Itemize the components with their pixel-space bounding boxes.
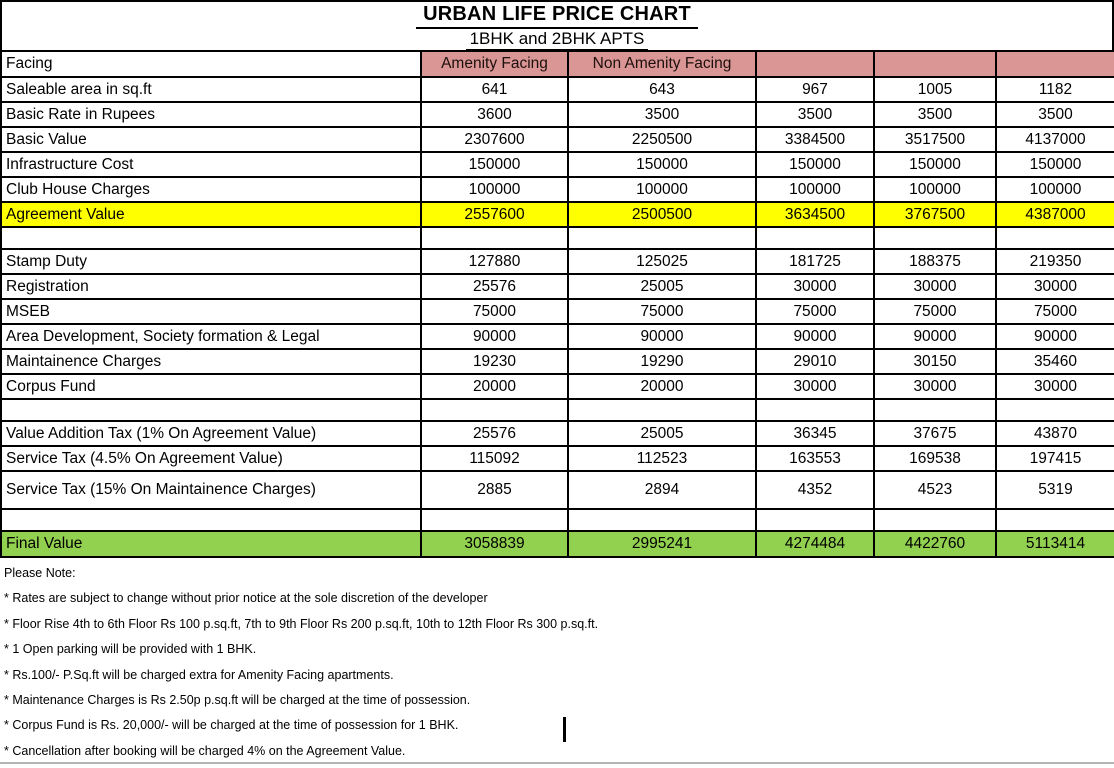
price-table <box>0 50 1114 558</box>
value-cell[interactable]: 75000 <box>756 299 874 324</box>
table-row <box>1 471 1114 509</box>
value-cell[interactable]: 112523 <box>568 446 756 471</box>
value-cell[interactable]: 641 <box>421 77 568 102</box>
value-cell[interactable]: 30000 <box>756 374 874 399</box>
table-row <box>1 421 1114 446</box>
value-cell[interactable]: 150000 <box>421 152 568 177</box>
value-cell[interactable]: 25576 <box>421 421 568 446</box>
row-label-cell[interactable] <box>1 227 421 249</box>
table-row <box>1 227 1114 249</box>
col-header-cell[interactable]: Amenity Facing <box>421 51 568 77</box>
value-cell[interactable]: 90000 <box>996 324 1114 349</box>
row-label-cell[interactable]: Basic Value <box>1 127 421 152</box>
value-cell[interactable]: 100000 <box>874 177 996 202</box>
row-label-cell[interactable]: Saleable area in sq.ft <box>1 77 421 102</box>
value-cell[interactable]: 75000 <box>996 299 1114 324</box>
table-row <box>1 177 1114 202</box>
value-cell[interactable] <box>874 227 996 249</box>
value-cell[interactable] <box>996 399 1114 421</box>
value-cell[interactable]: 90000 <box>874 324 996 349</box>
subtitle-line <box>2 29 1112 51</box>
value-cell[interactable]: 643 <box>568 77 756 102</box>
value-cell[interactable]: 30000 <box>996 274 1114 299</box>
col-header-cell[interactable] <box>874 51 996 77</box>
value-cell[interactable]: 20000 <box>568 374 756 399</box>
value-cell[interactable]: 2557600 <box>421 202 568 227</box>
value-cell[interactable] <box>568 509 756 531</box>
row-label-cell[interactable]: Agreement Value <box>1 202 421 227</box>
value-cell[interactable] <box>421 509 568 531</box>
value-cell[interactable] <box>756 399 874 421</box>
value-cell[interactable]: 1005 <box>874 77 996 102</box>
table-row <box>1 374 1114 399</box>
value-cell[interactable]: 150000 <box>996 152 1114 177</box>
table-row <box>1 274 1114 299</box>
value-cell[interactable]: 219350 <box>996 249 1114 274</box>
value-cell[interactable]: 25576 <box>421 274 568 299</box>
value-cell[interactable] <box>756 227 874 249</box>
row-label-cell[interactable]: Corpus Fund <box>1 374 421 399</box>
table-header-row <box>1 51 1114 77</box>
value-cell[interactable]: 3500 <box>756 102 874 127</box>
value-cell[interactable] <box>874 399 996 421</box>
value-cell[interactable]: 4352 <box>756 471 874 509</box>
row-label-cell[interactable]: Area Development, Society formation & Legal <box>1 324 421 349</box>
notes-section <box>0 558 1114 764</box>
value-cell[interactable]: 4137000 <box>996 127 1114 152</box>
value-cell[interactable] <box>756 509 874 531</box>
value-cell[interactable]: 3500 <box>568 102 756 127</box>
col-header-cell[interactable] <box>996 51 1114 77</box>
row-label-cell[interactable]: Value Addition Tax (1% On Agreement Value) <box>1 421 421 446</box>
note-line[interactable]: * Rs.100/- P.Sq.ft will be charged extra for Amenity Facing apartments. <box>4 667 394 682</box>
table-row <box>1 299 1114 324</box>
value-cell[interactable]: 19230 <box>421 349 568 374</box>
value-cell[interactable]: 29010 <box>756 349 874 374</box>
value-cell[interactable]: 125025 <box>568 249 756 274</box>
bottom-gridline <box>0 762 1114 764</box>
page-subtitle: 1BHK and 2BHK APTS <box>466 29 649 51</box>
note-line[interactable]: * Rates are subject to change without prior notice at the sole discretion of the developer <box>4 591 488 606</box>
row-label-cell[interactable] <box>1 399 421 421</box>
note-line[interactable]: * Floor Rise 4th to 6th Floor Rs 100 p.sq.ft, 7th to 9th Floor Rs 200 p.sq.ft, 10th to 12th Floor Rs 300 p.sq.ft. <box>4 616 599 631</box>
value-cell[interactable]: 100000 <box>568 177 756 202</box>
value-cell[interactable]: 75000 <box>874 299 996 324</box>
value-cell[interactable]: 2250500 <box>568 127 756 152</box>
value-cell[interactable]: 30000 <box>874 274 996 299</box>
value-cell[interactable]: 3634500 <box>756 202 874 227</box>
notes-list <box>4 586 1114 764</box>
value-cell[interactable]: 967 <box>756 77 874 102</box>
value-cell[interactable]: 30000 <box>874 374 996 399</box>
value-cell[interactable]: 75000 <box>421 299 568 324</box>
value-cell[interactable] <box>568 227 756 249</box>
table-row <box>1 102 1114 127</box>
title-block <box>0 0 1114 50</box>
table-row <box>1 249 1114 274</box>
row-label-cell[interactable]: Infrastructure Cost <box>1 152 421 177</box>
value-cell[interactable]: 30000 <box>996 374 1114 399</box>
note-line[interactable]: * Maintenance Charges is Rs 2.50p p.sq.ft will be charged at the time of possession. <box>4 692 471 707</box>
note-line[interactable]: * Corpus Fund is Rs. 20,000/- will be charged at the time of possession for 1 BHK. <box>4 718 459 733</box>
value-cell[interactable]: 4422760 <box>874 531 996 557</box>
price-table-body <box>1 51 1114 557</box>
row-label-cell[interactable]: Basic Rate in Rupees <box>1 102 421 127</box>
value-cell[interactable]: 4274484 <box>756 531 874 557</box>
text-cursor <box>563 717 566 742</box>
value-cell[interactable]: 2307600 <box>421 127 568 152</box>
value-cell[interactable]: 100000 <box>421 177 568 202</box>
value-cell[interactable]: 150000 <box>756 152 874 177</box>
table-row <box>1 509 1114 531</box>
value-cell[interactable]: 90000 <box>756 324 874 349</box>
row-label-cell[interactable]: Service Tax (4.5% On Agreement Value) <box>1 446 421 471</box>
value-cell[interactable]: 2894 <box>568 471 756 509</box>
value-cell[interactable] <box>568 399 756 421</box>
value-cell[interactable] <box>421 227 568 249</box>
col-header-facing[interactable]: Facing <box>1 51 421 77</box>
value-cell[interactable] <box>996 509 1114 531</box>
table-row <box>1 324 1114 349</box>
value-cell[interactable] <box>874 509 996 531</box>
value-cell[interactable]: 100000 <box>996 177 1114 202</box>
table-row <box>1 77 1114 102</box>
value-cell[interactable]: 75000 <box>568 299 756 324</box>
value-cell[interactable]: 169538 <box>874 446 996 471</box>
table-row <box>1 399 1114 421</box>
value-cell[interactable]: 90000 <box>421 324 568 349</box>
value-cell[interactable]: 30000 <box>756 274 874 299</box>
note-line[interactable]: * Cancellation after booking will be charged 4% on the Agreement Value. <box>4 743 406 758</box>
row-label-cell[interactable]: Club House Charges <box>1 177 421 202</box>
value-cell[interactable]: 150000 <box>874 152 996 177</box>
value-cell[interactable]: 127880 <box>421 249 568 274</box>
value-cell[interactable]: 1182 <box>996 77 1114 102</box>
notes-heading[interactable]: Please Note: <box>4 566 76 580</box>
value-cell[interactable]: 20000 <box>421 374 568 399</box>
row-label-cell[interactable]: Stamp Duty <box>1 249 421 274</box>
value-cell[interactable]: 2995241 <box>568 531 756 557</box>
value-cell[interactable]: 3767500 <box>874 202 996 227</box>
table-row <box>1 152 1114 177</box>
value-cell[interactable]: 4387000 <box>996 202 1114 227</box>
col-header-cell[interactable] <box>756 51 874 77</box>
value-cell[interactable]: 3600 <box>421 102 568 127</box>
value-cell[interactable] <box>421 399 568 421</box>
value-cell[interactable]: 150000 <box>568 152 756 177</box>
value-cell[interactable]: 36345 <box>756 421 874 446</box>
value-cell[interactable]: 188375 <box>874 249 996 274</box>
table-row <box>1 531 1114 557</box>
value-cell[interactable]: 3384500 <box>756 127 874 152</box>
value-cell[interactable]: 197415 <box>996 446 1114 471</box>
value-cell[interactable]: 4523 <box>874 471 996 509</box>
value-cell[interactable]: 37675 <box>874 421 996 446</box>
value-cell[interactable]: 3500 <box>874 102 996 127</box>
table-row <box>1 127 1114 152</box>
table-row <box>1 202 1114 227</box>
note-line[interactable]: * 1 Open parking will be provided with 1 BHK. <box>4 642 257 657</box>
value-cell[interactable]: 181725 <box>756 249 874 274</box>
value-cell[interactable]: 90000 <box>568 324 756 349</box>
row-label-cell[interactable]: Registration <box>1 274 421 299</box>
value-cell[interactable]: 3500 <box>996 102 1114 127</box>
value-cell[interactable] <box>996 227 1114 249</box>
table-row <box>1 446 1114 471</box>
value-cell[interactable]: 2885 <box>421 471 568 509</box>
value-cell[interactable]: 2500500 <box>568 202 756 227</box>
value-cell[interactable]: 100000 <box>756 177 874 202</box>
row-label-cell[interactable]: Maintainence Charges <box>1 349 421 374</box>
value-cell[interactable]: 30150 <box>874 349 996 374</box>
value-cell[interactable]: 5113414 <box>996 531 1114 557</box>
value-cell[interactable]: 3058839 <box>421 531 568 557</box>
title-line <box>2 3 1112 29</box>
value-cell[interactable]: 5319 <box>996 471 1114 509</box>
row-label-cell[interactable]: Service Tax (15% On Maintainence Charges) <box>1 471 421 509</box>
value-cell[interactable]: 35460 <box>996 349 1114 374</box>
value-cell[interactable]: 3517500 <box>874 127 996 152</box>
row-label-cell[interactable]: MSEB <box>1 299 421 324</box>
value-cell[interactable]: 25005 <box>568 274 756 299</box>
row-label-cell[interactable] <box>1 509 421 531</box>
value-cell[interactable]: 163553 <box>756 446 874 471</box>
col-header-cell[interactable]: Non Amenity Facing <box>568 51 756 77</box>
table-row <box>1 349 1114 374</box>
value-cell[interactable]: 19290 <box>568 349 756 374</box>
value-cell[interactable]: 25005 <box>568 421 756 446</box>
value-cell[interactable]: 115092 <box>421 446 568 471</box>
value-cell[interactable]: 43870 <box>996 421 1114 446</box>
row-label-cell[interactable]: Final Value <box>1 531 421 557</box>
page-title: URBAN LIFE PRICE CHART <box>416 3 698 29</box>
